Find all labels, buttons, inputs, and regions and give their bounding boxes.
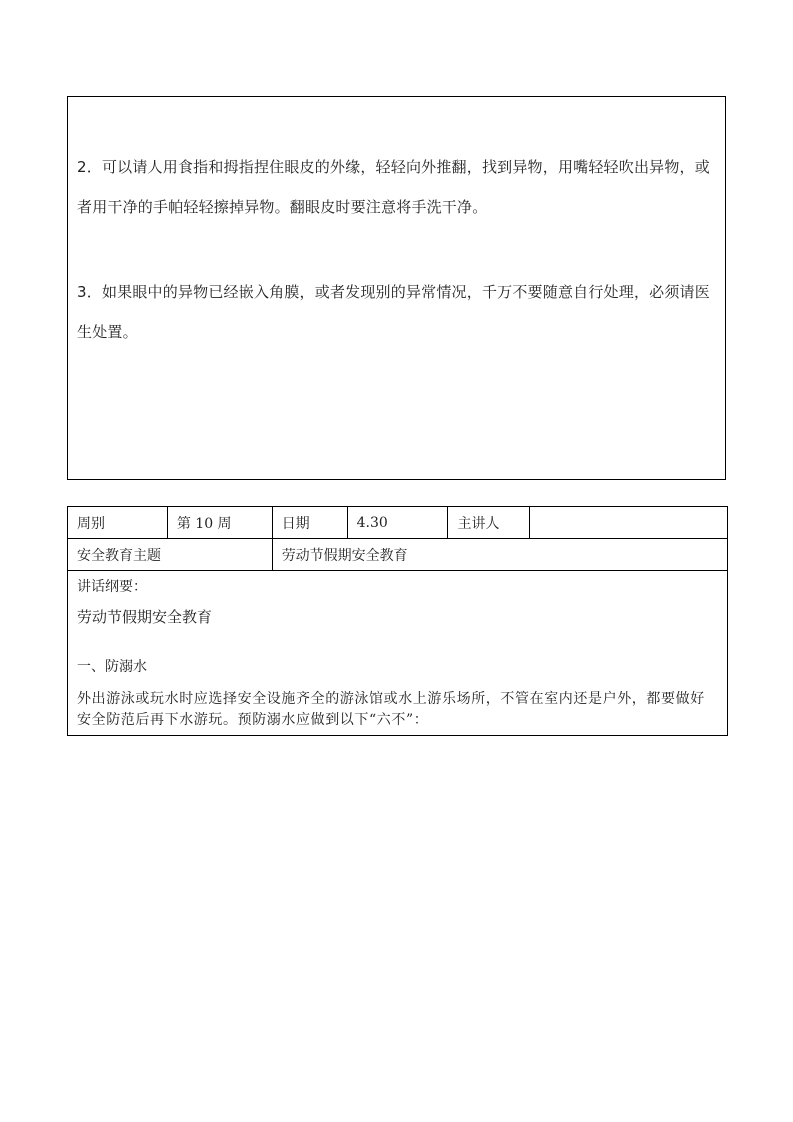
section-heading: 一、防溺水 xyxy=(77,659,147,675)
date-label: 日期 xyxy=(272,507,347,539)
week-value: 第 10 周 xyxy=(167,507,272,539)
previous-page-content-box xyxy=(67,96,726,480)
table-row xyxy=(68,571,728,736)
date-value: 4.30 xyxy=(347,507,448,539)
table-row xyxy=(68,539,728,571)
week-label: 周别 xyxy=(68,507,168,539)
section-body: 外出游泳或玩水时应选择安全设施齐全的游泳馆或水上游乐场所，不管在室内还是户外，都要做好安全防范后再下水游玩。预防溺水应做到以下“六不”： xyxy=(77,691,705,728)
lesson-info-table xyxy=(67,506,728,736)
paragraph-item-3: 3．如果眼中的异物已经嵌入角膜，或者发现别的异常情况，千万不要随意自行处理，必须请医生处置。 xyxy=(77,283,710,341)
paragraph-item-2: 2．可以请人用食指和拇指捏住眼皮的外缘，轻轻向外推翻，找到异物，用嘴轻轻吹出异物，或者用干净的手帕轻轻擦掉异物。翻眼皮时要注意将手洗干净。 xyxy=(77,158,710,216)
speaker-label: 主讲人 xyxy=(448,507,530,539)
speaker-value xyxy=(530,507,728,539)
theme-label: 安全教育主题 xyxy=(68,539,273,571)
outline-label: 讲话纲要： xyxy=(77,579,147,595)
speech-outline-cell xyxy=(68,571,728,736)
theme-value: 劳动节假期安全教育 xyxy=(272,539,727,571)
table-row xyxy=(68,507,728,539)
outline-title: 劳动节假期安全教育 xyxy=(77,608,213,626)
